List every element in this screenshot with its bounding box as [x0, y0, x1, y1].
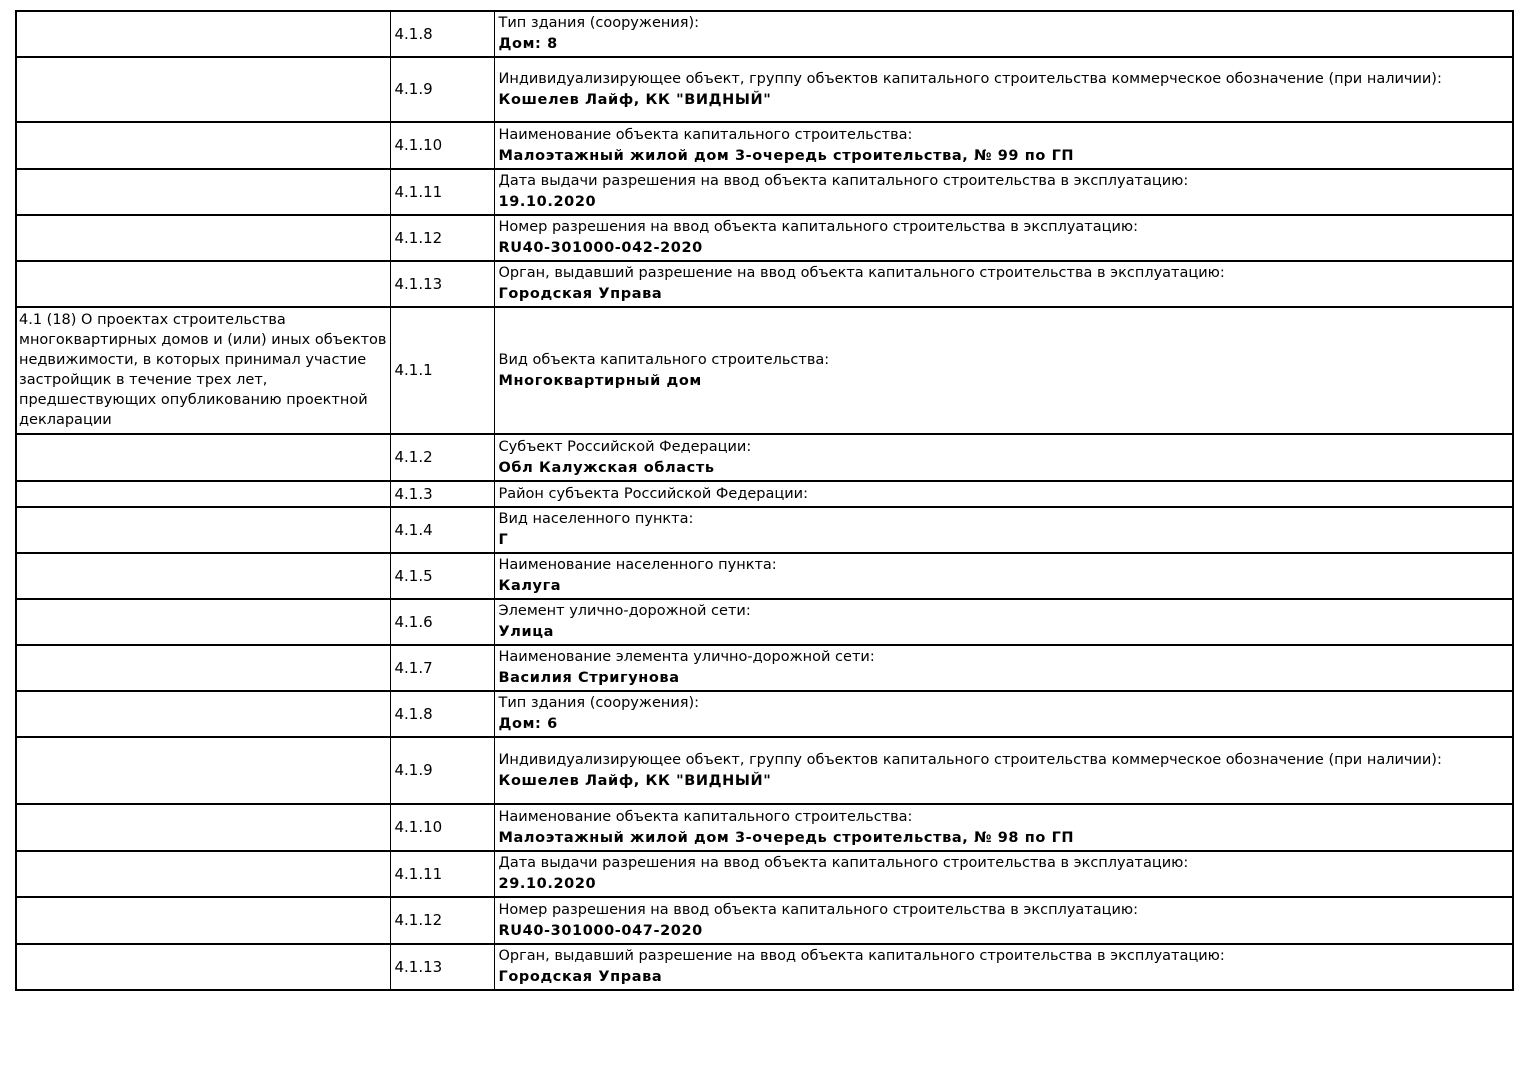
field-value: RU40-301000-042-2020 [498, 240, 703, 256]
section-cell [16, 897, 390, 944]
content-cell [494, 851, 1513, 897]
code-cell [390, 307, 494, 434]
table-row [16, 261, 1513, 307]
table-row [16, 11, 1513, 57]
field-value: Кошелев Лайф, КК "ВИДНЫЙ" [498, 91, 772, 108]
content-cell [494, 57, 1513, 122]
field-label: Индивидуализирующее объект, группу объектов капитального строительства коммерческое обозначение (при наличии): [498, 70, 1442, 87]
field-value: 19.10.2020 [498, 194, 597, 210]
field-label: Субъект Российской Федерации: [498, 438, 752, 455]
field-label: Вид населенного пункта: [498, 511, 694, 527]
field-value: Дом: 6 [498, 716, 558, 732]
table-row [16, 507, 1513, 553]
code-cell [390, 944, 494, 990]
item-code: 4.1.10 [394, 818, 443, 836]
section-cell [16, 169, 390, 215]
section-cell [16, 307, 390, 434]
table-row [16, 481, 1513, 507]
table-row [16, 57, 1513, 122]
section-cell [16, 481, 390, 507]
section-label: 4.1 (18) О проектах строительства многоквартирных домов и (или) иных объектов недвижимости, в которых принимал участие застройщик в течение трех лет, предшествующих опубликованию проектной декларации [19, 312, 387, 428]
field-label: Элемент улично-дорожной сети: [498, 603, 751, 619]
field-value: Малоэтажный жилой дом 3-очередь строительства, № 99 по ГП [498, 147, 1075, 164]
code-cell [390, 434, 494, 481]
field-label: Номер разрешения на ввод объекта капитального строительства в эксплуатацию: [498, 219, 1139, 235]
content-cell [494, 507, 1513, 553]
code-cell [390, 507, 494, 553]
field-label: Наименование объекта капитального строительства: [498, 126, 913, 143]
section-cell [16, 737, 390, 804]
code-cell [390, 11, 494, 57]
table-row [16, 122, 1513, 169]
code-cell [390, 57, 494, 122]
item-code: 4.1.3 [394, 484, 433, 503]
section-cell [16, 57, 390, 122]
section-cell [16, 261, 390, 307]
section-cell [16, 944, 390, 990]
item-code: 4.1.8 [394, 704, 433, 723]
content-cell [494, 897, 1513, 944]
field-value: Г [498, 532, 509, 548]
item-code: 4.1.6 [394, 612, 433, 631]
field-value: Калуга [498, 578, 562, 594]
field-label: Наименование элемента улично-дорожной сети: [498, 649, 875, 665]
code-cell [390, 553, 494, 599]
section-cell [16, 215, 390, 261]
table-row [16, 553, 1513, 599]
item-code: 4.1.13 [394, 274, 443, 293]
content-cell [494, 599, 1513, 645]
code-cell [390, 804, 494, 851]
item-code: 4.1.10 [394, 136, 443, 154]
section-cell [16, 507, 390, 553]
code-cell [390, 122, 494, 169]
field-label: Тип здания (сооружения): [498, 695, 700, 711]
field-label: Дата выдачи разрешения на ввод объекта капитального строительства в эксплуатацию: [498, 855, 1189, 871]
code-cell [390, 645, 494, 691]
table-row [16, 599, 1513, 645]
item-code: 4.1.12 [394, 911, 443, 929]
section-cell [16, 553, 390, 599]
content-cell [494, 261, 1513, 307]
item-code: 4.1.5 [394, 566, 433, 585]
table-row [16, 897, 1513, 944]
content-cell [494, 691, 1513, 737]
code-cell [390, 481, 494, 507]
section-cell [16, 804, 390, 851]
section-cell [16, 434, 390, 481]
content-cell [494, 434, 1513, 481]
section-cell [16, 11, 390, 57]
content-cell [494, 481, 1513, 507]
content-cell [494, 645, 1513, 691]
field-label: Наименование объекта капитального строительства: [498, 808, 913, 825]
item-code: 4.1.8 [394, 24, 433, 43]
item-code: 4.1.4 [394, 520, 433, 539]
table-row [16, 804, 1513, 851]
code-cell [390, 599, 494, 645]
field-value: Дом: 8 [498, 36, 558, 52]
content-cell [494, 307, 1513, 434]
field-label: Наименование населенного пункта: [498, 557, 777, 573]
section-cell [16, 851, 390, 897]
item-code: 4.1.9 [394, 80, 433, 98]
field-value: Многоквартирный дом [498, 372, 702, 389]
field-value: RU40-301000-047-2020 [498, 922, 703, 939]
field-value: Василия Стригунова [498, 670, 680, 686]
field-value: Обл Калужская область [498, 459, 715, 476]
field-value: Городская Управа [498, 286, 663, 302]
item-code: 4.1.11 [394, 864, 443, 883]
item-code: 4.1.1 [394, 361, 433, 379]
section-cell [16, 645, 390, 691]
content-cell [494, 804, 1513, 851]
code-cell [390, 169, 494, 215]
content-cell [494, 553, 1513, 599]
section-cell [16, 122, 390, 169]
code-cell [390, 737, 494, 804]
declaration-table [15, 10, 1514, 991]
table-row [16, 169, 1513, 215]
item-code: 4.1.11 [394, 182, 443, 201]
code-cell [390, 215, 494, 261]
table-row [16, 737, 1513, 804]
table-row [16, 215, 1513, 261]
field-value: Кошелев Лайф, КК "ВИДНЫЙ" [498, 772, 772, 789]
field-value: Городская Управа [498, 969, 663, 985]
field-label: Орган, выдавший разрешение на ввод объекта капитального строительства в эксплуатацию: [498, 948, 1225, 964]
section-cell [16, 691, 390, 737]
item-code: 4.1.12 [394, 228, 443, 247]
field-label: Район субъекта Российской Федерации: [498, 485, 808, 502]
code-cell [390, 851, 494, 897]
table-row [16, 944, 1513, 990]
content-cell [494, 122, 1513, 169]
section-cell [16, 599, 390, 645]
content-cell [494, 944, 1513, 990]
content-cell [494, 737, 1513, 804]
item-code: 4.1.9 [394, 761, 433, 779]
table-row [16, 851, 1513, 897]
field-label: Орган, выдавший разрешение на ввод объекта капитального строительства в эксплуатацию: [498, 265, 1225, 281]
field-label: Вид объекта капитального строительства: [498, 351, 830, 368]
item-code: 4.1.13 [394, 957, 443, 976]
table-row [16, 307, 1513, 434]
field-value: 29.10.2020 [498, 876, 597, 892]
field-label: Дата выдачи разрешения на ввод объекта капитального строительства в эксплуатацию: [498, 173, 1189, 189]
content-cell [494, 169, 1513, 215]
table-row [16, 645, 1513, 691]
code-cell [390, 691, 494, 737]
content-cell [494, 11, 1513, 57]
item-code: 4.1.7 [394, 658, 433, 677]
content-cell [494, 215, 1513, 261]
code-cell [390, 261, 494, 307]
field-label: Тип здания (сооружения): [498, 15, 700, 31]
field-value: Улица [498, 624, 554, 640]
field-value: Малоэтажный жилой дом 3-очередь строительства, № 98 по ГП [498, 829, 1075, 846]
table-row [16, 434, 1513, 481]
item-code: 4.1.2 [394, 448, 433, 466]
table-row [16, 691, 1513, 737]
code-cell [390, 897, 494, 944]
field-label: Номер разрешения на ввод объекта капитального строительства в эксплуатацию: [498, 901, 1139, 918]
field-label: Индивидуализирующее объект, группу объектов капитального строительства коммерческое обозначение (при наличии): [498, 751, 1442, 768]
